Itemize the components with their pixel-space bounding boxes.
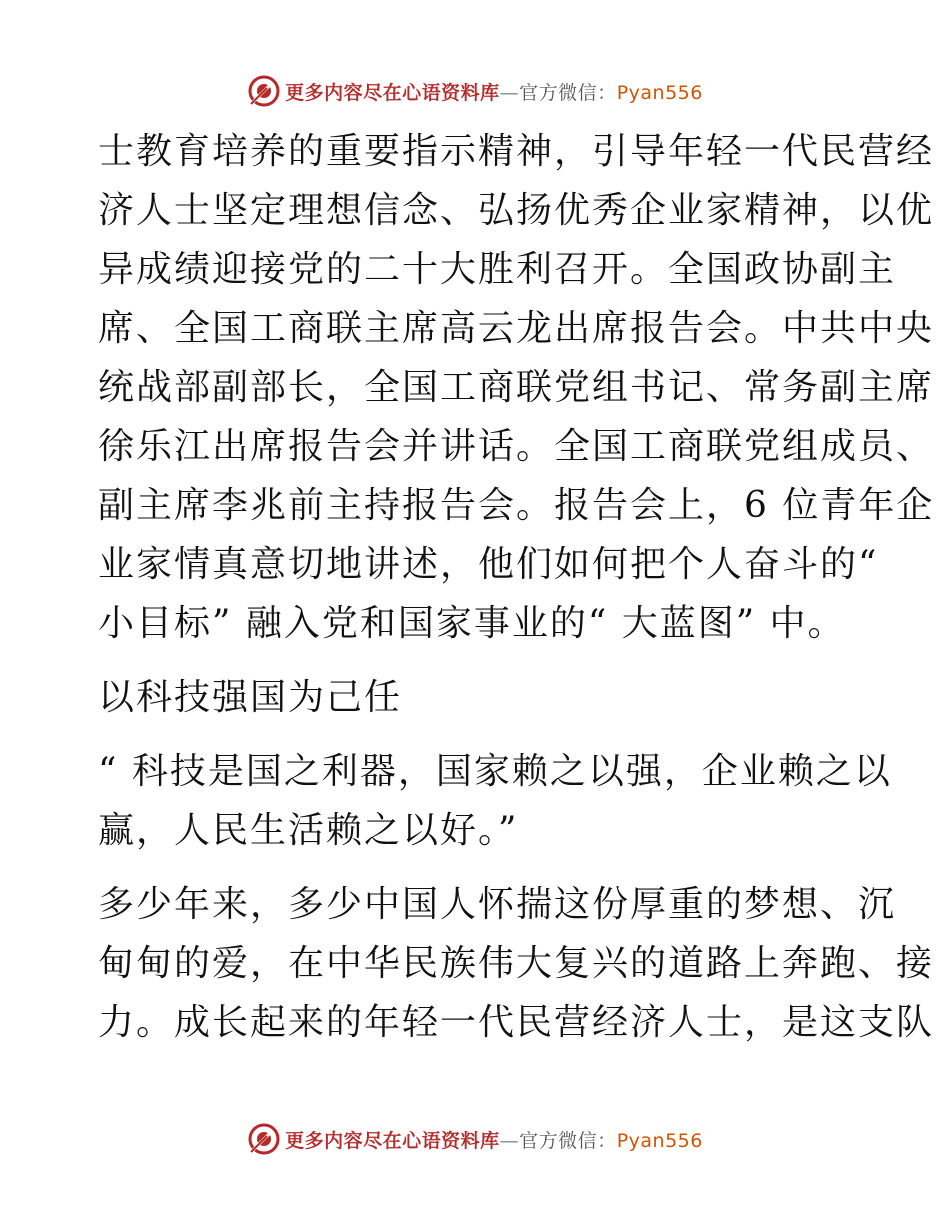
logo-icon (247, 1122, 281, 1156)
header-text (285, 78, 703, 105)
header-banner (0, 71, 950, 111)
text-line: 业家情真意切地讲述，他们如何把个人奋斗的“ (98, 544, 879, 585)
document-body (98, 122, 935, 1052)
text-line: 力。成长起来的年轻一代民营经济人士，是这支队 (98, 1002, 935, 1043)
footer-brand: 更多内容尽在心语资料库 (285, 1129, 500, 1152)
text-line: 统战部副部长，全国工商联党组书记、常务副主席 (98, 367, 935, 408)
section-heading (98, 668, 858, 727)
text-line: 小目标” 融入党和国家事业的“ 大蓝图” 中。 (98, 603, 846, 644)
logo-icon (247, 74, 281, 108)
text-line: 徐乐江出席报告会并讲话。全国工商联党组成员、 (98, 426, 935, 467)
paragraph (98, 875, 935, 1052)
header-wechat-id: Pyan556 (616, 81, 703, 104)
footer-wechat-id: Pyan556 (616, 1129, 703, 1152)
header-brand: 更多内容尽在心语资料库 (285, 81, 500, 104)
header-dash: — (499, 81, 520, 104)
text-line: 异成绩迎接党的二十大胜利召开。全国政协副主 (98, 249, 897, 290)
heading-line: 以科技强国为己任 (98, 677, 403, 718)
text-line: “ 科技是国之利器，国家赖之以强，企业赖之以 (98, 751, 892, 792)
footer-dash: — (499, 1129, 520, 1152)
header-wechat-label: 官方微信： (519, 81, 617, 104)
text-line: 席、全国工商联主席高云龙出席报告会。中共中央 (98, 308, 935, 349)
text-line: 赢，人民生活赖之以好。” (98, 810, 519, 851)
footer-wechat-label: 官方微信： (519, 1129, 617, 1152)
paragraph (98, 742, 892, 860)
footer-text (285, 1126, 703, 1153)
footer-banner (0, 1119, 950, 1159)
text-line: 副主席李兆前主持报告会。报告会上，6 位青年企 (98, 485, 935, 526)
text-line: 士教育培养的重要指示精神，引导年轻一代民营经 (98, 131, 935, 172)
text-line: 多少年来，多少中国人怀揣这份厚重的梦想、沉 (98, 884, 897, 925)
paragraph (98, 122, 935, 653)
text-line: 济人士坚定理想信念、弘扬优秀企业家精神，以优 (98, 190, 935, 231)
text-line: 甸甸的爱，在中华民族伟大复兴的道路上奔跑、接 (98, 943, 935, 984)
